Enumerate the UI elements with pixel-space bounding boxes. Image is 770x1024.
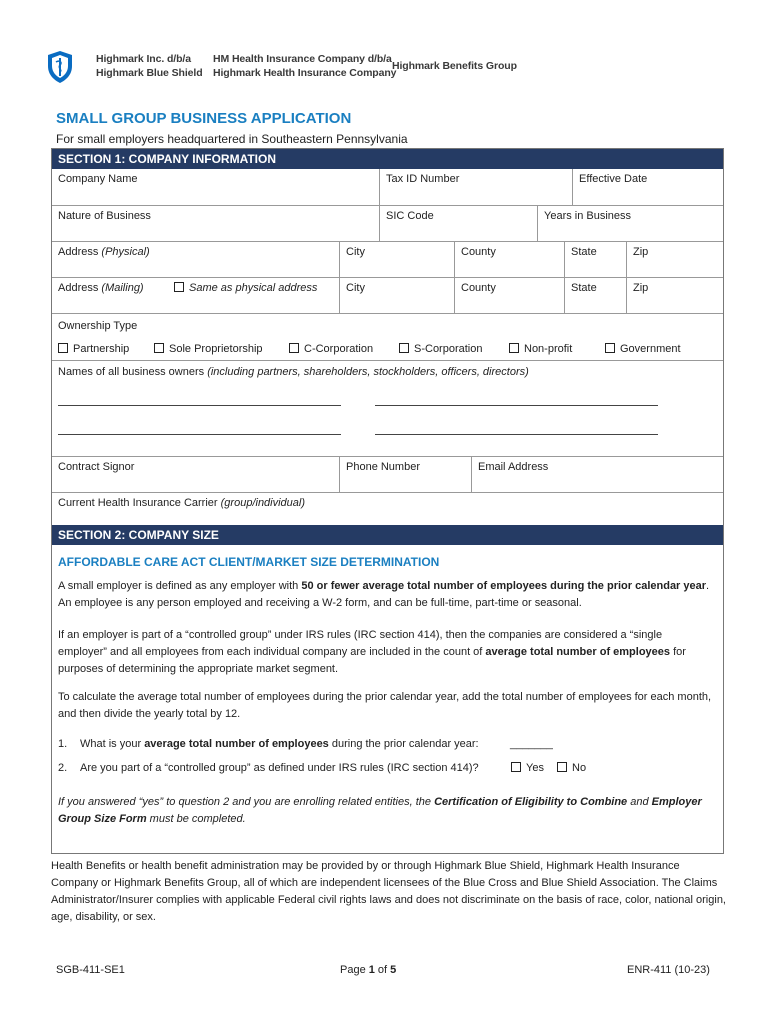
s-corporation-checkbox[interactable] xyxy=(399,343,409,353)
section1-heading: SECTION 1: COMPANY INFORMATION xyxy=(52,149,723,169)
state-physical-field[interactable] xyxy=(564,242,626,277)
row-contact xyxy=(52,456,723,492)
company-name-field[interactable] xyxy=(52,169,379,205)
carrier-label: Current Health Insurance Carrier xyxy=(58,497,218,509)
form-code: ENR-411 (10-23) xyxy=(627,964,710,976)
combine-note: If you answered “yes” to question 2 and you are enrolling related entities, the Certification of Eligibility to Combine and Employer Group Size Form must be completed. xyxy=(58,796,702,825)
ownership-s-corporation[interactable] xyxy=(399,343,482,355)
county-mailing-field[interactable] xyxy=(454,278,564,313)
same-as-physical-option[interactable] xyxy=(174,282,317,294)
disclaimer: Health Benefits or health benefit administration may be provided by or through Highmark Blue Shield, Highmark Health Insurance Company or Highmark Benefits Group, all of which are independent licensees of the Blue Cross and Blue Shield Association. The Claims Administrator/Insurer complies with applicable Federal civil rights laws and does not discriminate on the basis of race, color, national origin, age, disability, or sex. xyxy=(51,860,726,923)
question1-text: What is your average total number of employees during the prior calendar year: xyxy=(80,738,479,750)
address-physical-field[interactable] xyxy=(52,242,339,277)
brand-hm-health xyxy=(213,52,396,80)
zip-label: Zip xyxy=(633,282,649,294)
brand1-line1: Highmark Inc. d/b/a xyxy=(96,53,191,65)
address-mailing-label: Address xyxy=(58,282,99,294)
aca-subheading: AFFORDABLE CARE ACT CLIENT/MARKET SIZE DETERMINATION xyxy=(58,555,440,569)
phone-number-field[interactable] xyxy=(339,457,471,492)
owner-line-2[interactable] xyxy=(375,405,658,406)
sole-proprietorship-label: Sole Proprietorship xyxy=(169,343,263,355)
city-label: City xyxy=(346,246,365,258)
email-address-field[interactable] xyxy=(471,457,723,492)
row-business xyxy=(52,205,723,241)
current-carrier-field[interactable] xyxy=(52,493,723,525)
small-employer-definition: A small employer is defined as any employer with 50 or fewer average total number of employees during the prior calendar year. An employee is any person employed and receiving a W-2 form, and can be full-time, part-time or seasonal. xyxy=(58,580,710,609)
question2-text: Are you part of a “controlled group” as defined under IRS rules (IRC section 414)? xyxy=(80,762,479,774)
application-form xyxy=(51,148,724,854)
question2-number: 2. xyxy=(58,762,68,774)
sic-code-field[interactable] xyxy=(379,206,537,241)
zip-physical-field[interactable] xyxy=(626,242,723,277)
page-subtitle: For small employers headquartered in Southeastern Pennsylvania xyxy=(56,132,408,146)
county-label: County xyxy=(461,282,496,294)
brand1-line2: Highmark Blue Shield xyxy=(96,67,203,79)
ownership-type-label: Ownership Type xyxy=(58,320,138,332)
partnership-checkbox[interactable] xyxy=(58,343,68,353)
controlled-group-yes[interactable] xyxy=(511,762,544,774)
non-profit-label: Non-profit xyxy=(524,343,573,355)
row-company xyxy=(52,169,723,205)
years-in-business-field[interactable] xyxy=(537,206,723,241)
ownership-partnership[interactable] xyxy=(58,343,129,355)
brand2-line1: HM Health Insurance Company d/b/a xyxy=(213,53,392,65)
county-physical-field[interactable] xyxy=(454,242,564,277)
effective-date-label: Effective Date xyxy=(579,173,648,185)
blue-shield-logo-icon xyxy=(46,50,74,84)
owner-line-1[interactable] xyxy=(58,405,341,406)
effective-date-field[interactable] xyxy=(572,169,723,205)
owners-label: Names of all business owners xyxy=(58,366,205,378)
row-carrier xyxy=(52,492,723,525)
page-number: Page 1 of 5 xyxy=(340,964,397,976)
ownership-non-profit[interactable] xyxy=(509,343,572,355)
yes-label: Yes xyxy=(526,762,544,774)
c-corporation-label: C-Corporation xyxy=(304,343,374,355)
state-label: State xyxy=(571,282,597,294)
city-physical-field[interactable] xyxy=(339,242,454,277)
no-checkbox[interactable] xyxy=(557,762,567,772)
calculation-paragraph: To calculate the average total number of employees during the prior calendar year, add the total number of employees for each month, and then divide the yearly total by 12. xyxy=(58,691,712,720)
city-label: City xyxy=(346,282,365,294)
address-mailing-note: (Mailing) xyxy=(101,282,144,294)
address-physical-note: (Physical) xyxy=(101,246,150,258)
company-name-label: Company Name xyxy=(58,173,138,185)
address-physical-label: Address xyxy=(58,246,99,258)
controlled-group-no[interactable] xyxy=(557,762,586,774)
s-corporation-label: S-Corporation xyxy=(414,343,483,355)
zip-label: Zip xyxy=(633,246,649,258)
owner-line-4[interactable] xyxy=(375,434,658,435)
contract-signor-field[interactable] xyxy=(52,457,339,492)
brand-benefits-group: Highmark Benefits Group xyxy=(392,60,517,72)
average-employees-input[interactable]: _______ xyxy=(510,738,553,750)
tax-id-label: Tax ID Number xyxy=(386,173,460,185)
contract-signor-label: Contract Signor xyxy=(58,461,135,473)
email-address-label: Email Address xyxy=(478,461,549,473)
city-mailing-field[interactable] xyxy=(339,278,454,313)
owners-label-line xyxy=(58,366,529,378)
government-checkbox[interactable] xyxy=(605,343,615,353)
same-as-physical-checkbox[interactable] xyxy=(174,282,184,292)
c-corporation-checkbox[interactable] xyxy=(289,343,299,353)
address-mailing-field[interactable] xyxy=(52,278,339,313)
row-address-physical xyxy=(52,241,723,277)
yes-checkbox[interactable] xyxy=(511,762,521,772)
owners-divider xyxy=(52,360,723,361)
sic-code-label: SIC Code xyxy=(386,210,434,222)
years-in-business-label: Years in Business xyxy=(544,210,632,222)
sole-proprietorship-checkbox[interactable] xyxy=(154,343,164,353)
nature-of-business-label: Nature of Business xyxy=(58,210,151,222)
tax-id-field[interactable] xyxy=(379,169,572,205)
ownership-c-corporation[interactable] xyxy=(289,343,373,355)
state-mailing-field[interactable] xyxy=(564,278,626,313)
ownership-government[interactable] xyxy=(605,343,681,355)
controlled-group-paragraph: If an employer is part of a “controlled group” under IRS rules (IRC section 414), then the companies are considered a “single employer” and all employees from each individual company are included in the count of average total number of employees for purposes of determining the appropriate market segment. xyxy=(58,629,686,675)
carrier-note: (group/individual) xyxy=(220,497,306,509)
nature-of-business-field[interactable] xyxy=(52,206,379,241)
question1-number: 1. xyxy=(58,738,68,750)
state-label: State xyxy=(571,246,597,258)
no-label: No xyxy=(572,762,587,774)
zip-mailing-field[interactable] xyxy=(626,278,723,313)
section2-heading: SECTION 2: COMPANY SIZE xyxy=(52,525,723,545)
owners-note: (including partners, shareholders, stockholders, officers, directors) xyxy=(207,366,529,378)
section2-body xyxy=(52,545,723,853)
page-title: SMALL GROUP BUSINESS APPLICATION xyxy=(56,110,352,127)
row-address-mailing xyxy=(52,277,723,313)
county-label: County xyxy=(461,246,496,258)
row-ownership xyxy=(52,313,723,456)
government-label: Government xyxy=(620,343,681,355)
owner-line-3[interactable] xyxy=(58,434,341,435)
brand2-line2: Highmark Health Insurance Company xyxy=(213,67,397,79)
phone-number-label: Phone Number xyxy=(346,461,420,473)
partnership-label: Partnership xyxy=(73,343,130,355)
form-id: SGB-411-SE1 xyxy=(56,964,125,976)
ownership-sole-proprietorship[interactable] xyxy=(154,343,263,355)
same-as-physical-label: Same as physical address xyxy=(189,282,318,294)
non-profit-checkbox[interactable] xyxy=(509,343,519,353)
brand-highmark-inc xyxy=(96,52,203,80)
